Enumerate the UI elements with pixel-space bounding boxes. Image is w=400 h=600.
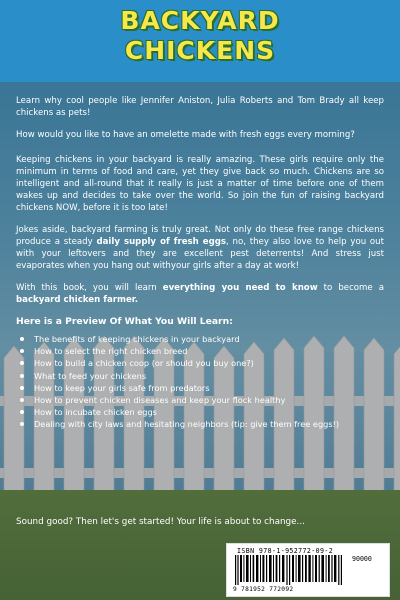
paragraph-5-text-a: With this book, you will learn	[16, 283, 163, 293]
paragraph-4-text-b: , no, they also love to help you out with your leftovers and they are excellent pest deterrents! And stress just evaporates when you hang out withyour girls after a day at work!	[16, 237, 384, 271]
isbn-label: ISBN 978-1-952772-09-2	[237, 547, 334, 555]
barcode-bars	[235, 555, 347, 585]
paragraph-5-bold-2: backyard chicken farmer.	[16, 295, 139, 305]
paragraph-3: Keeping chickens in your backyard is really amazing. These girls require only the minimum in terms of food and care, yet they give back so much. Chickens are so intelligent and all-round that it really is just a matter of time before one of them wakes up and decides to take over the world. So join the fun of raising backyard chickens NOW, before it is too late!	[16, 155, 384, 213]
learn-list	[16, 333, 384, 431]
list-item: Dealing with city laws and hesitating neighbors (tip: give them free eggs!)	[30, 418, 384, 430]
list-item: How to incubate chicken eggs	[30, 406, 384, 418]
paragraph-4-bold: daily supply of fresh eggs	[96, 237, 227, 247]
list-item: The benefits of keeping chickens in your backyard	[30, 333, 384, 345]
isbn-barcode	[226, 543, 390, 597]
book-title	[0, 6, 400, 66]
paragraph-5-text-b: to become a	[317, 283, 384, 293]
intro-paragraph-1: Learn why cool people like Jennifer Aniston, Julia Roberts and Tom Brady all keep chickens as pets!	[16, 96, 384, 118]
list-item: How to build a chicken coop (or should you buy one?)	[30, 357, 384, 369]
paragraph-5-bold-1: everything you need to know	[162, 283, 318, 293]
list-item: How to select the right chicken breed	[30, 345, 384, 357]
paragraph-4	[16, 224, 384, 272]
list-item: How to prevent chicken diseases and keep your flock healthy	[30, 394, 384, 406]
paragraph-4-text-a: Jokes aside, backyard farming is truly great. Not only do these free range chickens produce a steady	[16, 225, 384, 247]
barcode-digits: 9 781952 772092	[233, 586, 294, 593]
price-code: 90000	[352, 555, 372, 563]
title-line-1: BACKYARD	[120, 6, 280, 35]
title-line-2: CHICKENS	[124, 36, 276, 65]
closing-line: Sound good? Then let's get started! Your life is about to change...	[16, 517, 305, 527]
list-item: What to feed your chickens	[30, 370, 384, 382]
paragraph-5	[16, 282, 384, 306]
back-cover-text	[16, 95, 384, 431]
list-item: How to keep your girls safe from predators	[30, 382, 384, 394]
intro-paragraph-2: How would you like to have an omelette made with fresh eggs every morning?	[16, 130, 355, 140]
preview-heading: Here is a Preview Of What You Will Learn:	[16, 316, 233, 327]
